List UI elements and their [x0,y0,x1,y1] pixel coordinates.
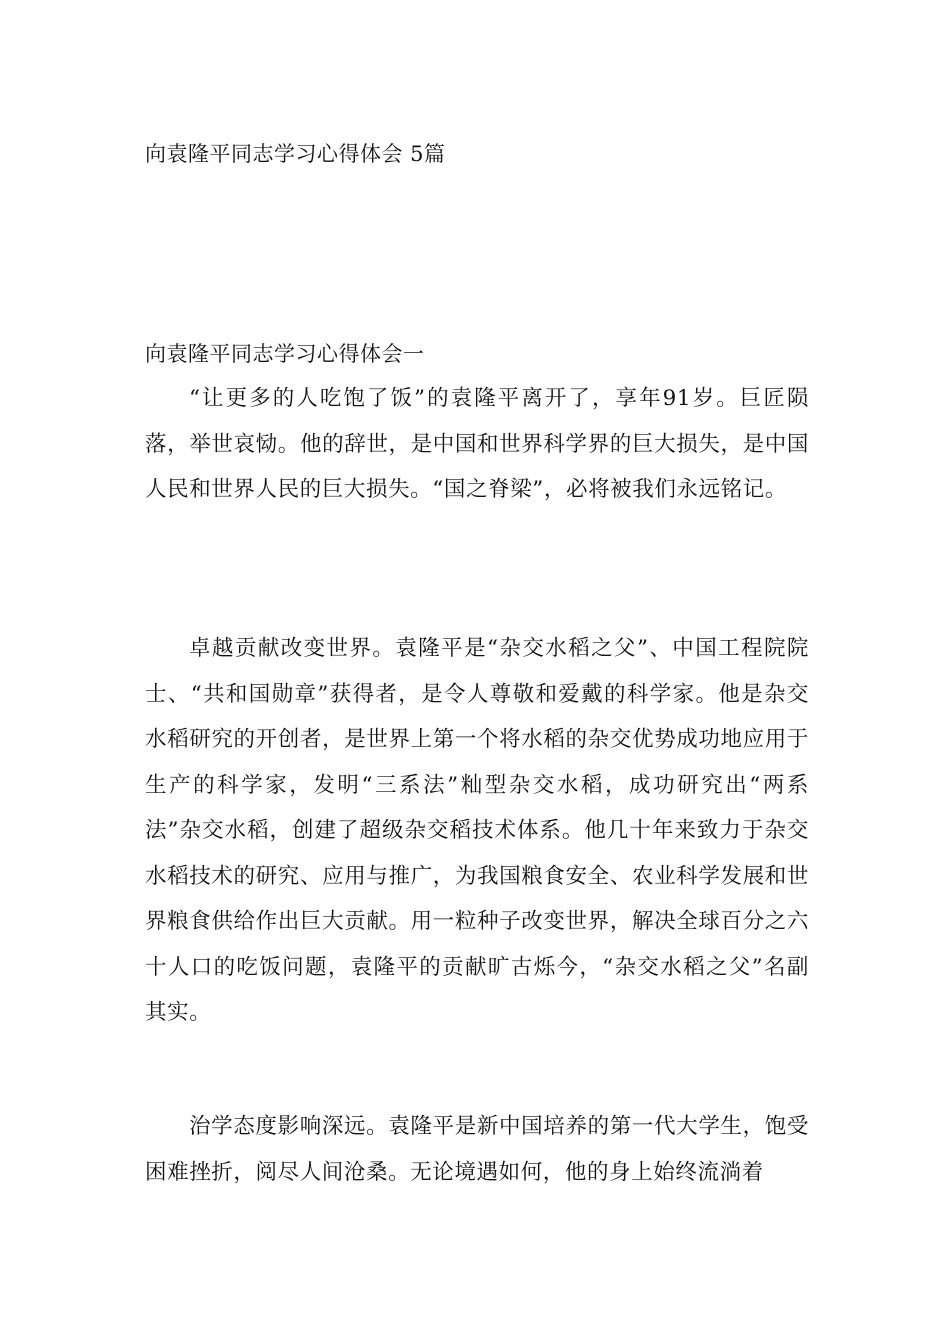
document-title: 向袁隆平同志学习心得体会 5篇 [145,142,446,166]
section-title: 向袁隆平同志学习心得体会一 [145,342,425,366]
paragraph-contribution: 卓越贡献改变世界。袁隆平是“杂交水稻之父”、中国工程院院士、“共和国勋章”获得者，是令人尊敬和爱戴的科学家。他是杂交水稻研究的开创者，是世界上第一个将水稻的杂交优势成功地应用于生产的科学家，发明“三系法”籼型杂交水稻，成功研究出“两系法”杂交水稻，创建了超级杂交稻技术体系。他几十年来致力于杂交水稻技术的研究、应用与推广，为我国粮食安全、农业科学发展和世界粮食供给作出巨大贡献。用一粒种子改变世界，解决全球百分之六十人口的吃饭问题，袁隆平的贡献旷古烁今，“杂交水稻之父”名副其实。 [145,636,809,1025]
paragraph-scholarship: 治学态度影响深远。袁隆平是新中国培养的第一代大学生，饱受困难挫折，阅尽人间沧桑。无论境遇如何，他的身上始终流淌着 [145,1114,809,1185]
paragraph-intro: “让更多的人吃饱了饭”的袁隆平离开了，享年91岁。巨匠陨落，举世哀恸。他的辞世，是中国和世界科学界的巨大损失，是中国人民和世界人民的巨大损失。“国之脊梁”，必将被我们永远铭记。 [145,386,809,502]
